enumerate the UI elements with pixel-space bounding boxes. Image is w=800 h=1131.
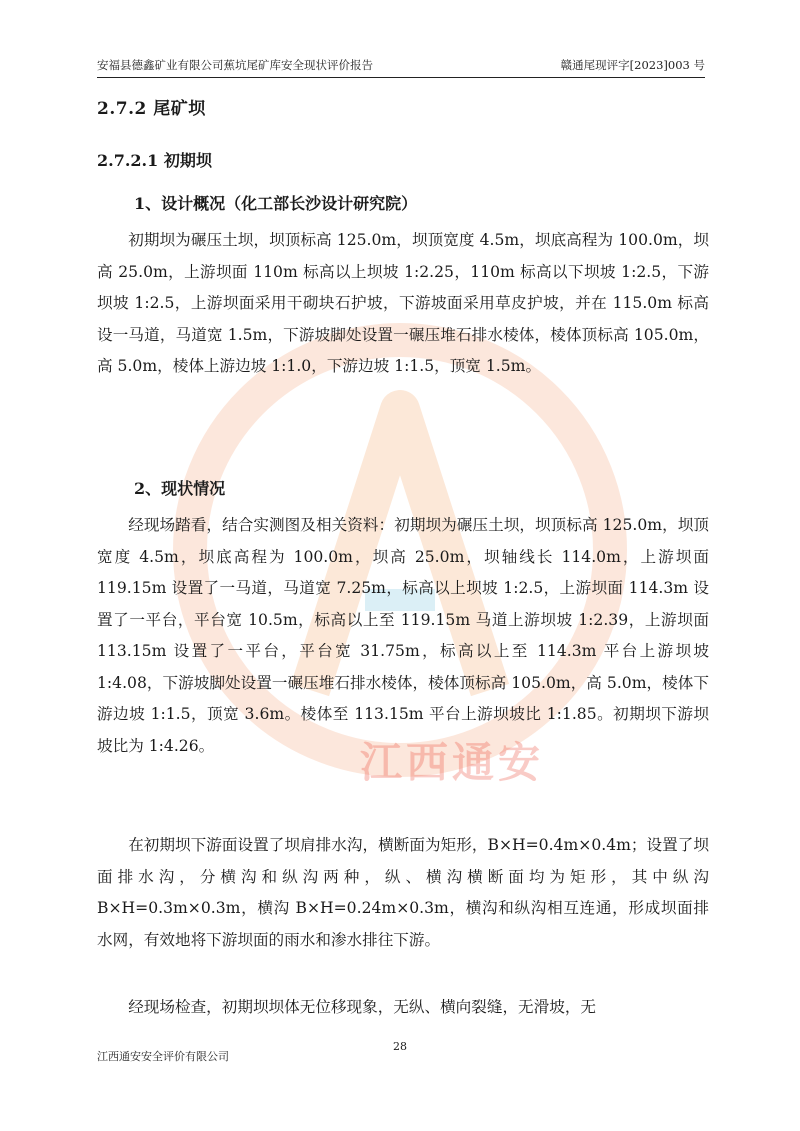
page-header bbox=[97, 57, 705, 78]
design-heading: 1、设计概况（化工部长沙设计研究院） bbox=[134, 194, 418, 213]
subsection-title: 2.7.2.1 初期坝 bbox=[97, 151, 212, 170]
section-title: 2.7.2 尾矿坝 bbox=[97, 99, 206, 119]
footer-company: 江西通安安全评价有限公司 bbox=[97, 1050, 229, 1063]
inspection-paragraph: 经现场检查，初期坝坝体无位移现象，无纵、横向裂缝，无滑坡，无 bbox=[128, 998, 597, 1016]
status-heading: 2、现状情况 bbox=[134, 479, 226, 498]
status-paragraph: 经现场踏看，结合实测图及相关资料：初期坝为碾压土坝，坝顶标高 125.0m，坝顶宽度 4.5m，坝底高程为 100.0m，坝高 25.0m，坝轴线长 114.0m，上游坝面 119.15m 设置了一马道，马道宽 7.25m，标高以上坝坡 1:2.5，上游坝面 114.3m 设置了一平台，平台宽 10.5m，标高以上至 119.15m 马道上游坝坡 1:2.39，上游坝面 113.15m 设置了一平台，平台宽 31.75m，标高以上至 114.3m 平台上游坝坡 1:4.08，下游坡脚处设置一碾压堆石排水棱体，棱体顶标高 105.0m，高 5.0m，棱体下游边坡 1:1.5，顶宽 3.6m。棱体至 113.15m 平台上游坝坡比 1:1.85。初期坝下游坝坡比为 1:4.26。 bbox=[97, 516, 709, 755]
header-report-title: 安福县德鑫矿业有限公司蕉坑尾矿库安全现状评价报告 bbox=[97, 58, 373, 72]
header-report-number: 赣通尾现评字[2023]003 号 bbox=[560, 58, 705, 72]
drainage-paragraph: 在初期坝下游面设置了坝肩排水沟，横断面为矩形，B×H=0.4m×0.4m；设置了坝面排水沟，分横沟和纵沟两种，纵、横沟横断面均为矩形，其中纵沟 B×H=0.3m×0.3m，横沟 B×H=0.24m×0.3m，横沟和纵沟相互连通，形成坝面排水网，有效地将下游坝面的雨水和渗水排往下游。 bbox=[97, 836, 709, 949]
watermark-text: 江西通安 bbox=[360, 738, 545, 787]
page-number: 28 bbox=[393, 1040, 407, 1053]
design-paragraph: 初期坝为碾压土坝，坝顶标高 125.0m，坝顶宽度 4.5m，坝底高程为 100.0m，坝高 25.0m，上游坝面 110m 标高以上坝坡 1:2.25，110m 标高以下坝坡 1:2.5，下游坝坡 1:2.5，上游坝面采用干砌块石护坡，下游坡面采用草皮护坡，并在 115.0m 标高设一马道，马道宽 1.5m，下游坡脚处设置一碾压堆石排水棱体，棱体顶标高 105.0m，高 5.0m，棱体上游边坡 1:1.0，下游边坡 1:1.5，顶宽 1.5m。 bbox=[97, 231, 709, 375]
